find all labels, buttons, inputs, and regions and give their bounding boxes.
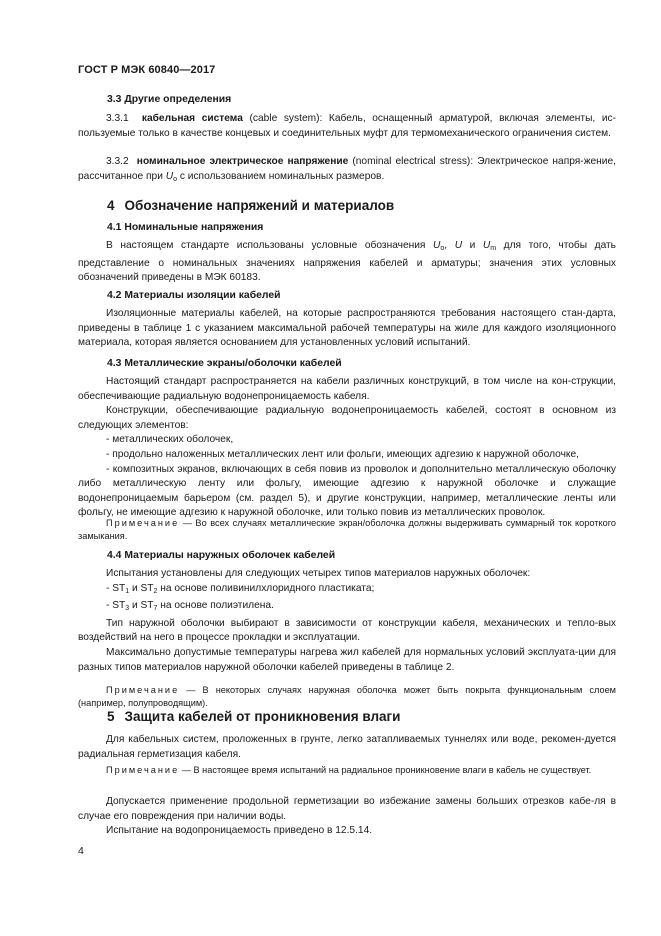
- separator: и: [462, 240, 483, 251]
- list-item: - $ST_1$ и $ST_2$ на основе поливинилхлоридного пластиката;: [106, 582, 375, 595]
- symbol-u: U: [165, 170, 174, 182]
- note-label: Примечание: [106, 765, 180, 775]
- symbol-u: U: [482, 240, 491, 251]
- paragraph-text: Изоляционные материалы кабелей, на которые распространяются требования настоящего стан-дарта, приведены в таблице 1 с указанием максимальной рабочей температуры на жиле для каждого изоляционного материала, которая является основанием для установленных условий испытаний.: [78, 308, 616, 349]
- symbol-subscript: o: [173, 175, 178, 183]
- section-3-3-heading: 3.3 Другие определения: [107, 94, 232, 105]
- paragraph-text: Тип наружной оболочки выбирают в зависимости от конструкции кабеля, механических и тепло-вых воздействий на него в процессе прокладки и эксплуатации.: [78, 617, 616, 644]
- section-4-4-heading: 4.4 Материалы наружных оболочек кабелей: [107, 550, 336, 561]
- list-item: - продольно наложенных металлических лент или фольги, имеющих адгезию к наружной оболочке,: [106, 448, 579, 460]
- section-4-3-text: [78, 375, 616, 521]
- paragraph-text: Конструкции, обеспечивающие радиальную водонепроницаемость кабелей, состоят в основном из следующих элементов:: [78, 405, 616, 431]
- definition-3-3-1: [78, 112, 616, 141]
- section-4-2-text: [78, 307, 616, 351]
- page-number: 4: [78, 845, 84, 857]
- section-title: Защита кабелей от проникновения влаги: [124, 709, 401, 724]
- note-text: — В настоящее время испытаний на радиальное проникновение влаги в кабель не существует.: [179, 765, 592, 775]
- definition-term: кабельная система: [141, 113, 243, 124]
- section-number: 4: [107, 198, 115, 213]
- definition-number: 3.3.2: [106, 156, 129, 167]
- section-5-text-2: [78, 795, 616, 839]
- section-title: Обозначение напряжений и материалов: [124, 198, 395, 213]
- definition-text: (cable system): Кабель, оснащенный арматурой, включая элементы, ис-пользуемые только в качестве концевых и соединительных муфт для термомеханического ограничения систем.: [78, 113, 616, 139]
- definition-number: 3.3.1: [106, 113, 129, 124]
- paragraph-text: Максимально допустимые температуры нагрева жил кабелей для нормальных условий эксплуата-ции для разных типов материалов наружной оболочки кабелей приведены в таблице 2.: [78, 646, 616, 673]
- note-label: Примечание: [106, 685, 180, 695]
- paragraph-text: Испытание на водопроницаемость приведено в 12.5.14.: [106, 825, 373, 837]
- paragraph-text: для того, чтобы дать представление о номинальных значениях напряжения кабелей и арматуры; значения этих условных обозначений приведены в МЭК 60183.: [78, 240, 616, 284]
- section-4-1-text: [78, 239, 616, 286]
- section-4-2-heading: 4.2 Материалы изоляции кабелей: [107, 290, 281, 301]
- section-5-text: [78, 733, 616, 762]
- section-4-3-note: [78, 517, 616, 543]
- list-item: - металлических оболочек,: [106, 434, 234, 446]
- list-item: - композитных экранов, включающих в себя повив из проволок и дополнительно металлическую оболочку либо металлическую ленту или фольгу, имеющие адгезию к наружной оболочке и служащие водонепроницаемым барьером (см. раздел 5), и другие конструкции, например, металлические ленты или фольгу, не имеющие адгезию к наружной оболочке, или только повив из металлических проволок.: [78, 463, 616, 519]
- document-header: ГОСТ Р МЭК 60840—2017: [78, 64, 216, 76]
- paragraph-text: Для кабельных систем, проложенных в грунте, легко затапливаемых туннелях или воде, рекомен-дуется радиальная герметизация кабеля.: [78, 734, 616, 760]
- section-5-heading: [107, 709, 400, 724]
- definition-term: номинальное электрическое напряжение: [136, 156, 349, 167]
- definition-text: с использованием номинальных размеров.: [177, 170, 385, 182]
- paragraph-text: Допускается применение продольной герметизации во избежание замены больших отрезков кабе-ля в случае его повреждения при наличии воды.: [78, 796, 616, 822]
- separator: ,: [444, 240, 455, 251]
- section-4-heading: [107, 198, 394, 213]
- note-label: Примечание: [106, 518, 180, 528]
- symbol-u: U: [454, 240, 463, 251]
- definition-text: (nominal electrical stress): Электрическое напря-жение, рассчитанное при: [78, 156, 616, 182]
- list-item: - $ST_3$ и $ST_7$ на основе полиэтилена.: [106, 600, 274, 613]
- note-text: — Во всех случаях металлические экран/оболочка должны выдерживать суммарный ток короткого замыкания.: [78, 518, 616, 542]
- section-4-3-heading: 4.3 Металлические экраны/оболочки кабелей: [107, 358, 342, 369]
- paragraph-text: Испытания установлены для следующих четырех типов материалов наружных оболочек:: [106, 568, 531, 579]
- symbol-u: U: [433, 240, 441, 251]
- section-number: 5: [107, 709, 115, 724]
- paragraph-text: В настоящем стандарте использованы условные обозначения: [106, 240, 434, 251]
- definition-3-3-2: [78, 155, 616, 187]
- section-5-note: [78, 764, 616, 777]
- note-text: — В некоторых случаях наружная оболочка может быть покрыта функциональным слоем (например, полупроводящим).: [78, 685, 616, 709]
- symbol-subscript: m: [490, 245, 497, 252]
- paragraph-text: Настоящий стандарт распространяется на кабели различных конструкций, в том числе на кон-струкции, обеспечивающие радиальную водонепроницаемость кабеля.: [78, 376, 616, 402]
- symbol-subscript: o: [440, 245, 445, 252]
- section-4-1-heading: 4.1 Номинальные напряжения: [107, 222, 264, 233]
- section-4-4-text: [78, 567, 616, 675]
- section-4-4-note: [78, 684, 616, 710]
